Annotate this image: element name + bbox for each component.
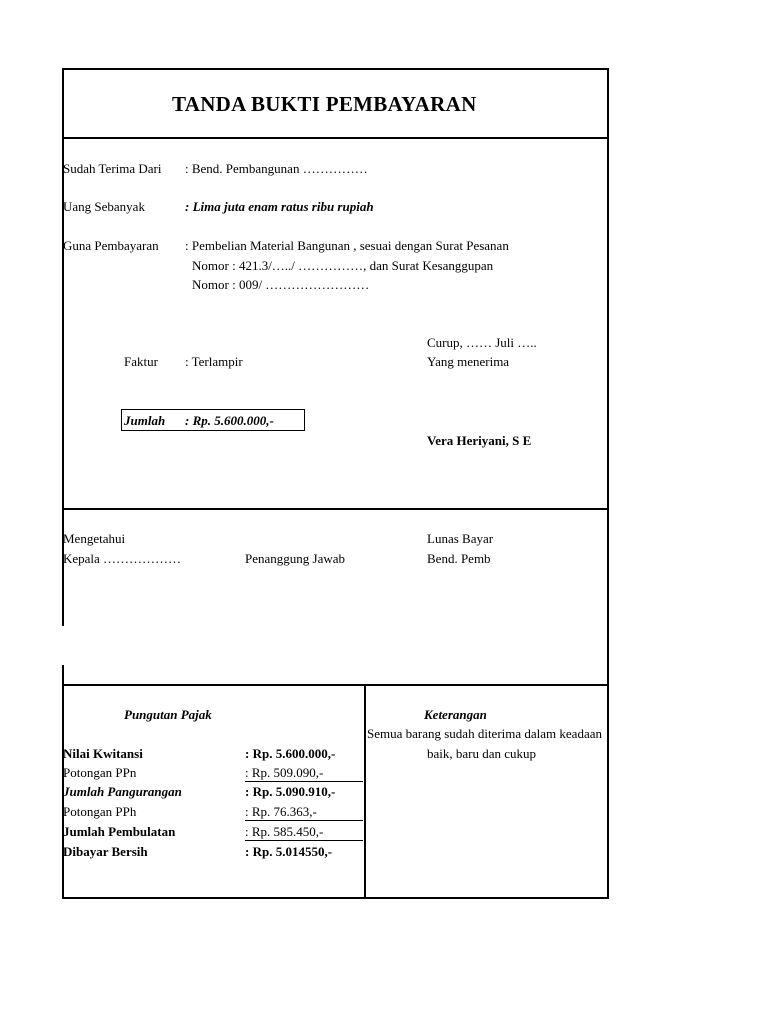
tax-row-value: : Rp. 585.450,- xyxy=(245,824,324,839)
receipt-divider xyxy=(62,508,609,510)
person-in-charge-label: Penanggung Jawab xyxy=(245,551,346,566)
purpose-line-3: Nomor : 009/ …………………… xyxy=(192,277,370,292)
purpose-label: Guna Pembayaran xyxy=(63,238,159,253)
tax-row-label: Nilai Kwitansi xyxy=(63,746,143,761)
amount-words-label: Uang Sebanyak xyxy=(63,199,145,214)
tax-row-value: : Rp. 5.014550,- xyxy=(245,844,333,859)
tax-row-label: Potongan PPh xyxy=(63,804,137,819)
page-title: TANDA BUKTI PEMBAYARAN xyxy=(172,92,477,116)
received-from-value: : Bend. Pembangunan …………… xyxy=(185,161,368,176)
place-date: Curup, …… Juli ….. xyxy=(427,335,537,350)
tax-row-value: : Rp. 5.600.000,- xyxy=(245,746,336,761)
tax-row-value: : Rp. 5.090.910,- xyxy=(245,784,336,799)
tax-row-label: Potongan PPn xyxy=(63,765,137,780)
notes-line-1: Semua barang sudah diterima dalam keadaan xyxy=(367,726,602,741)
notes-line-2: baik, baru dan cukup xyxy=(427,746,537,761)
frame-right-border xyxy=(607,68,609,899)
received-from-label: Sudah Terima Dari xyxy=(63,161,162,176)
frame-top-border xyxy=(62,68,609,70)
tax-row-value: : Rp. 76.363,- xyxy=(245,804,317,819)
purpose-line-2: Nomor : 421.3/…../ ……………, dan Surat Kesanggupan xyxy=(192,258,494,273)
tax-notes-separator xyxy=(364,684,366,899)
acknowledged-label: Mengetahui xyxy=(63,531,126,546)
purpose-line-1: : Pembelian Material Bangunan , sesuai dengan Surat Pesanan xyxy=(185,238,509,253)
signatory-name: Vera Heriyani, S E xyxy=(427,433,532,448)
head-label: Kepala ……………… xyxy=(63,551,182,566)
subtotal-rule xyxy=(245,840,363,841)
subtotal-rule xyxy=(245,781,363,782)
tax-header: Pungutan Pajak xyxy=(124,707,212,722)
tax-row-value: : Rp. 509.090,- xyxy=(245,765,324,780)
tax-section-top-border xyxy=(62,684,609,686)
invoice-label: Faktur xyxy=(124,354,158,369)
treasurer-label: Bend. Pemb xyxy=(427,551,491,566)
frame-bottom-border xyxy=(62,897,609,899)
tax-row-label: Jumlah Pangurangan xyxy=(63,784,182,799)
total-label: Jumlah xyxy=(124,413,166,428)
title-divider xyxy=(62,137,609,139)
subtotal-rule xyxy=(245,820,363,821)
frame-left-border-bottom xyxy=(62,665,64,898)
notes-header: Keterangan xyxy=(424,707,487,722)
amount-words-value: : Lima juta enam ratus ribu rupiah xyxy=(185,199,374,214)
tax-row-label: Dibayar Bersih xyxy=(63,844,148,859)
tax-row-label: Jumlah Pembulatan xyxy=(63,824,176,839)
paid-in-full-label: Lunas Bayar xyxy=(427,531,494,546)
invoice-value: : Terlampir xyxy=(185,354,243,369)
total-value: : Rp. 5.600.000,- xyxy=(185,413,274,428)
receiver-label: Yang menerima xyxy=(427,354,510,369)
